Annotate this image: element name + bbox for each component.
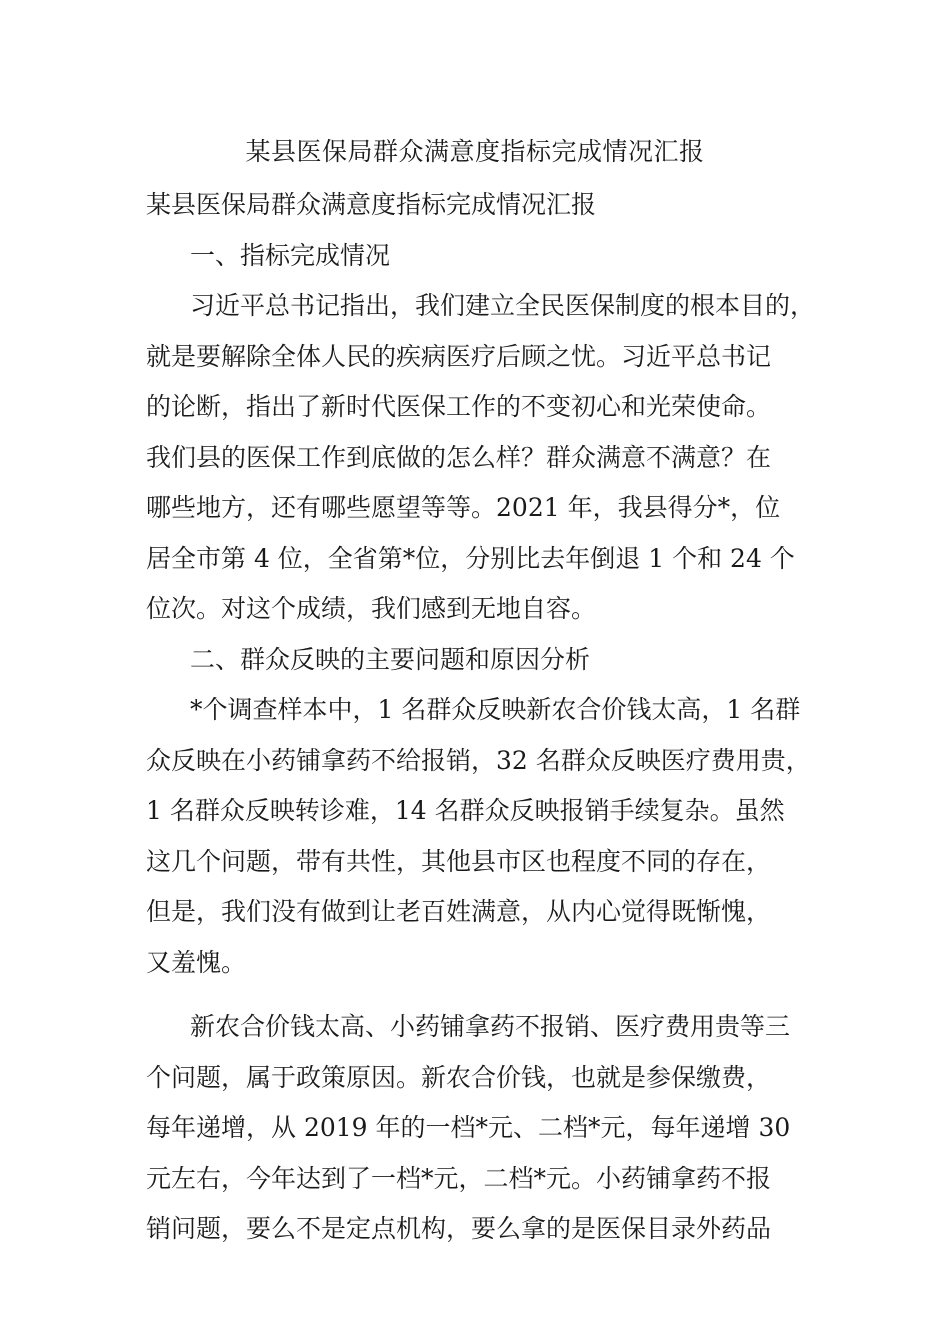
paragraph-3-line-3: 每年递增，从 2019 年的一档*元、二档*元，每年递增 30 [146, 1113, 791, 1142]
paragraph-3-line-5: 销问题，要么不是定点机构，要么拿的是医保目录外药品 [146, 1214, 772, 1243]
section-heading-1: 一、指标完成情况 [190, 240, 391, 270]
document-body [146, 180, 826, 1255]
paragraph-3-line-1: 新农合价钱太高、小药铺拿药不报销、医疗费用贵等三 [190, 1012, 791, 1041]
paragraph-2-line-1: *个调查样本中，1 名群众反映新农合价钱太高，1 名群 [190, 695, 801, 724]
paragraph-1-line-4: 我们县的医保工作到底做的怎么样？群众满意不满意？在 [146, 442, 772, 472]
paragraph-2-line-3: 1 名群众反映转诊难，14 名群众反映报销手续复杂。虽然 [146, 796, 785, 825]
paragraph-3-line-4: 元左右，今年达到了一档*元，二档*元。小药铺拿药不报 [146, 1163, 772, 1193]
paragraph-1-line-1: 习近平总书记指出，我们建立全民医保制度的根本目的， [190, 291, 816, 320]
body-heading: 某县医保局群众满意度指标完成情况汇报 [146, 190, 597, 219]
paragraph-2-line-6: 又羞愧。 [146, 947, 247, 977]
paragraph-1-line-6: 居全市第 4 位，全省第*位，分别比去年倒退 1 个和 24 个 [146, 543, 795, 573]
paragraph-2-line-5: 但是，我们没有做到让老百姓满意，从内心觉得既惭愧， [146, 897, 772, 926]
paragraph-1-line-5: 哪些地方，还有哪些愿望等等。2021 年，我县得分*，位 [146, 493, 781, 522]
document-title: 某县医保局群众满意度指标完成情况汇报 [245, 137, 705, 166]
section-heading-2: 二、群众反映的主要问题和原因分析 [190, 644, 591, 674]
paragraph-2-line-2: 众反映在小药铺拿药不给报销，32 名群众反映医疗费用贵， [146, 745, 811, 775]
paragraph-1-line-7: 位次。对这个成绩，我们感到无地自容。 [146, 594, 597, 623]
paragraph-2-line-4: 这几个问题，带有共性，其他县市区也程度不同的存在， [146, 846, 772, 876]
paragraph-1-line-2: 就是要解除全体人民的疾病医疗后顾之忧。习近平总书记 [146, 341, 772, 371]
paragraph-3-line-2: 个问题，属于政策原因。新农合价钱，也就是参保缴费， [146, 1062, 772, 1092]
paragraph-1-line-3: 的论断，指出了新时代医保工作的不变初心和光荣使命。 [146, 392, 772, 421]
paragraph-spacer [146, 988, 826, 1002]
